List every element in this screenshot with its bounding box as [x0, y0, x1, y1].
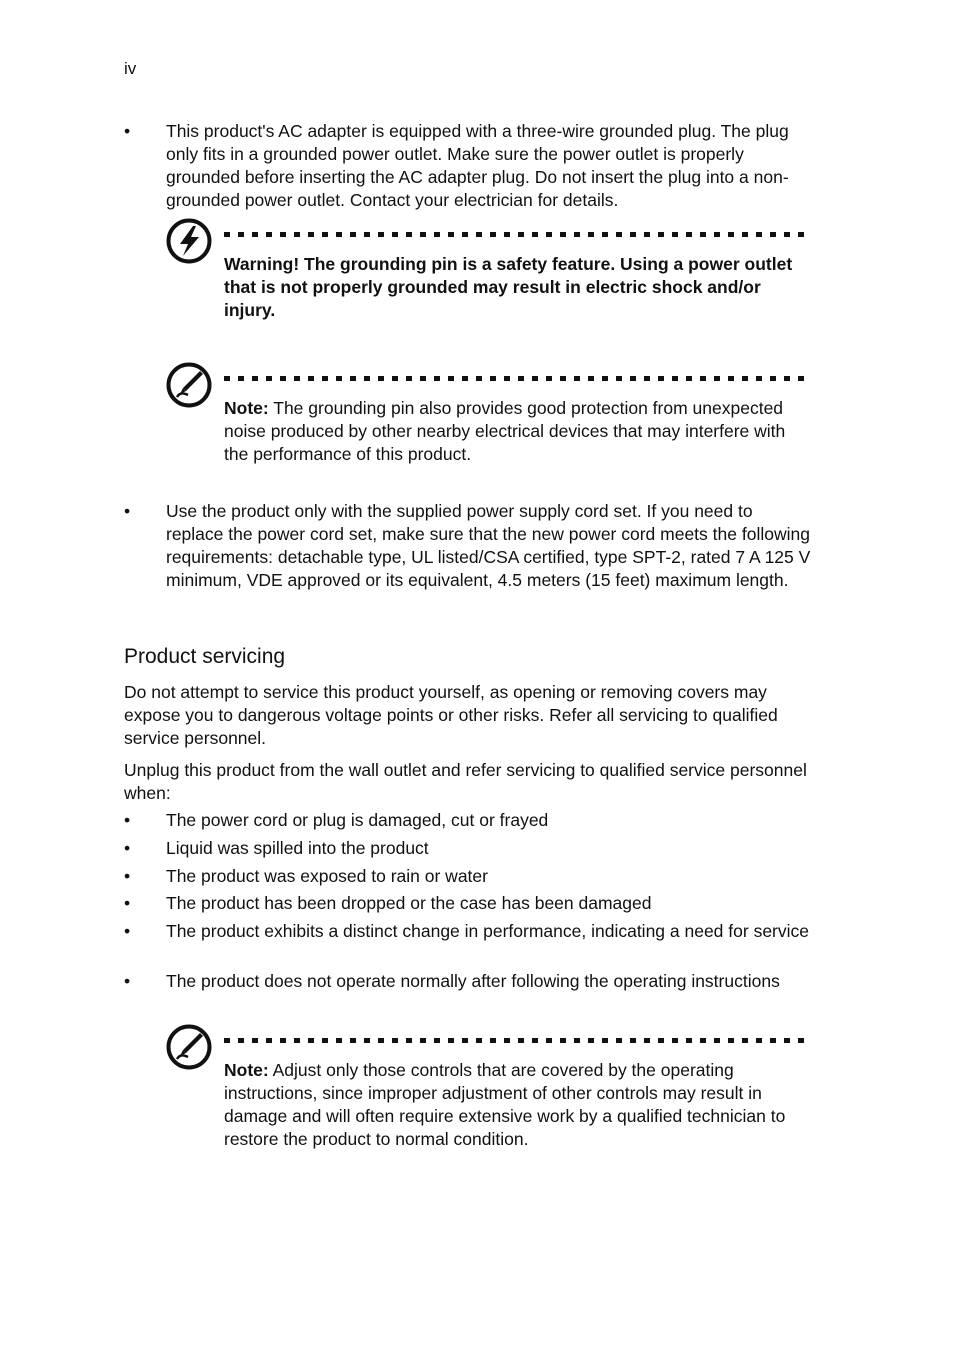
bullet: •: [124, 866, 131, 886]
paragraph: Do not attempt to service this product yourself, as opening or removing covers may expose you to dangerous voltage points or other risks. Refer all servicing to qualified service personnel.: [124, 682, 778, 748]
list-item-text: The product exhibits a distinct change in performance, indicating a need for service: [166, 921, 809, 941]
list-item-text: The power cord or plug is damaged, cut or frayed: [166, 810, 549, 830]
bullet: •: [124, 971, 131, 991]
warning-text: Warning! The grounding pin is a safety feature. Using a power outlet that is not properly grounded may result in electric shock and/or injury.: [224, 254, 793, 320]
bullet: •: [124, 921, 131, 941]
bullet: •: [124, 893, 131, 913]
note-text: [224, 1059, 794, 1151]
list-item: [124, 500, 814, 616]
warning-notice: [166, 218, 814, 333]
list-item: [124, 120, 814, 212]
note-pen-icon: [166, 1024, 212, 1070]
page-number: iv: [124, 59, 137, 78]
divider: [224, 376, 810, 381]
list-item-text: Use the product only with the supplied power supply cord set. If you need to replace the power cord set, make sure that the new power cord meets the following requirements: detachable type, UL listed/CSA certified, type SPT-2, rated 7 A 125 V minimum, VDE approved or its equivalent, 4.5 meters (15 feet) maximum length.: [166, 501, 811, 590]
bullet: •: [124, 121, 131, 141]
bullet: •: [124, 501, 131, 521]
note-text: [224, 397, 794, 466]
list-item-text: This product's AC adapter is equipped with a three-wire grounded plug. The plug only fits in a grounded power outlet. Make sure the power outlet is properly grounded before inserting the AC adapter plug. Do not insert the plug into a non-grounded power outlet. Contact your electrician for details.: [166, 121, 789, 210]
note-label: Note:: [224, 398, 269, 418]
note-notice: [166, 1024, 814, 1164]
note-label: Note:: [224, 1060, 269, 1080]
paragraph: Unplug this product from the wall outlet and refer servicing to qualified service personnel when:: [124, 760, 807, 803]
note-pen-icon: [166, 362, 212, 408]
warning-lightning-icon: [166, 218, 212, 264]
divider: [224, 232, 810, 237]
section-heading: Product servicing: [124, 645, 286, 668]
list-item-text: The product does not operate normally after following the operating instructions: [166, 971, 780, 991]
list-item-text: Liquid was spilled into the product: [166, 838, 429, 858]
note-notice: [166, 362, 814, 477]
note-body: Adjust only those controls that are covered by the operating instructions, since improper adjustment of other controls may result in damage and will often require extensive work by a qualified technician to restore the product to normal condition.: [224, 1060, 786, 1149]
list-item-text: The product was exposed to rain or water: [166, 866, 488, 886]
bullet: •: [124, 838, 131, 858]
note-body: The grounding pin also provides good protection from unexpected noise produced by other nearby electrical devices that may interfere with the performance of this product.: [224, 398, 786, 464]
divider: [224, 1038, 810, 1043]
bullet: •: [124, 810, 131, 830]
list-item-text: The product has been dropped or the case has been damaged: [166, 893, 652, 913]
